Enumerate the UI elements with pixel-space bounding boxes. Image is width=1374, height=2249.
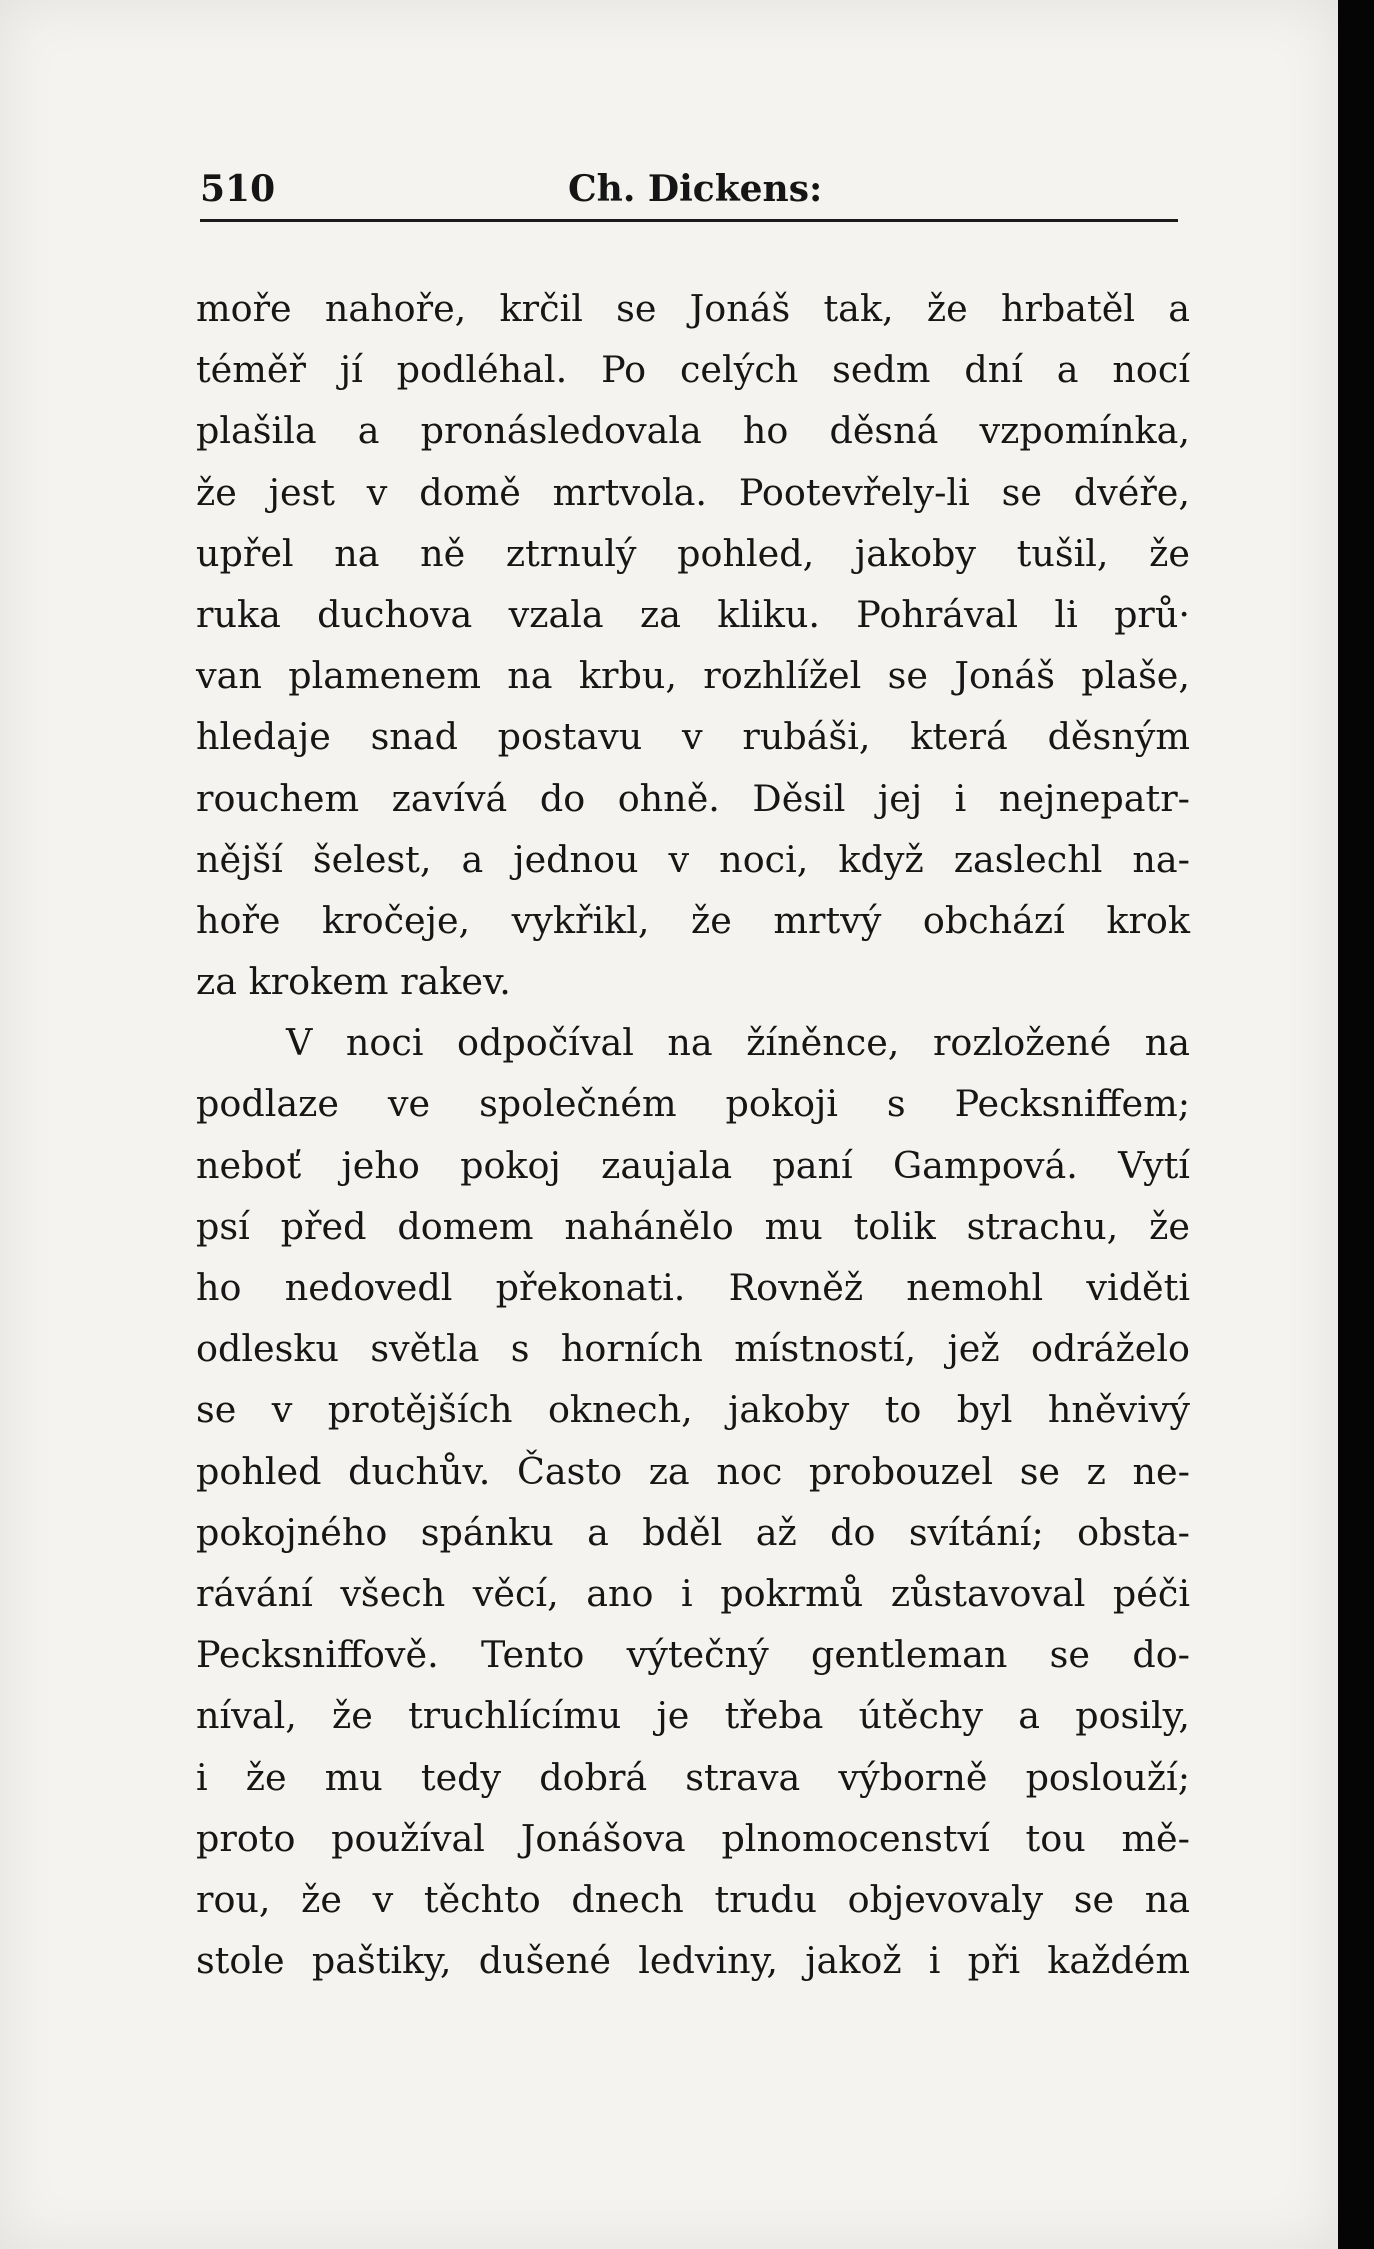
text-line: nější šelest, a jednou v noci, když zaslechl na- <box>196 837 1190 881</box>
paragraph-2 <box>196 1012 1190 1991</box>
text-line: rouchem zavívá do ohně. Děsil jej i nejnepatr- <box>196 776 1190 820</box>
page-header <box>200 168 1178 208</box>
text-line: pokojného spánku a bděl až do svítání; obsta- <box>196 1510 1190 1554</box>
text-line: hledaje snad postavu v rubáši, která děsným <box>196 715 1190 759</box>
page-number: 510 <box>200 168 276 210</box>
text-line: za krokem rakev. <box>196 960 511 1004</box>
text-line: Pecksniffově. Tento výtečný gentleman se do- <box>196 1633 1190 1677</box>
text-line: pohled duchův. Často za noc probouzel se z ne- <box>196 1449 1190 1493</box>
text-line: ruka duchova vzala za kliku. Pohrával li prů· <box>196 592 1190 636</box>
text-line: moře nahoře, krčil se Jonáš tak, že hrbatěl a <box>196 287 1190 330</box>
paragraph-1 <box>196 278 1190 1012</box>
running-head: Ch. Dickens: <box>568 168 823 210</box>
text-line: upřel na ně ztrnulý pohled, jakoby tušil, že <box>196 531 1190 575</box>
body-text <box>196 278 1190 1991</box>
text-line: plašila a pronásledovala ho děsná vzpomínka, <box>196 409 1190 453</box>
header-rule <box>200 219 1178 222</box>
text-line: se v protějších oknech, jakoby to byl hněvivý <box>196 1388 1190 1432</box>
text-line: že jest v domě mrtvola. Pootevřely-li se dvéře, <box>196 470 1190 514</box>
text-line: rávání všech věcí, ano i pokrmů zůstavoval péči <box>196 1571 1190 1615</box>
text-line: proto používal Jonášova plnomocenství tou mě- <box>196 1816 1190 1860</box>
text-line: hoře kročeje, vykřikl, že mrtvý obchází krok <box>196 898 1190 942</box>
text-line: stole paštiky, dušené ledviny, jakož i při každém <box>196 1939 1190 1983</box>
text-line: odlesku světla s horních místností, jež odráželo <box>196 1327 1190 1371</box>
text-line: téměř jí podléhal. Po celých sedm dní a nocí <box>196 348 1190 392</box>
text-line: níval, že truchlícímu je třeba útěchy a posily, <box>196 1694 1190 1738</box>
text-line: neboť jeho pokoj zaujala paní Gampová. Vytí <box>196 1143 1190 1187</box>
text-line: V noci odpočíval na žíněnce, rozložené na <box>286 1021 1190 1065</box>
text-line: psí před domem nahánělo mu tolik strachu, že <box>196 1204 1190 1248</box>
text-line: van plamenem na krbu, rozhlížel se Jonáš plaše, <box>196 654 1190 698</box>
text-line: ho nedovedl překonati. Rovněž nemohl viděti <box>196 1266 1190 1309</box>
text-line: podlaze ve společném pokoji s Pecksniffem; <box>196 1082 1190 1126</box>
text-line: rou, že v těchto dnech trudu objevovaly se na <box>196 1877 1190 1921</box>
text-line: i že mu tedy dobrá strava výborně poslouží; <box>196 1755 1190 1799</box>
scan-edge <box>1338 0 1374 2249</box>
